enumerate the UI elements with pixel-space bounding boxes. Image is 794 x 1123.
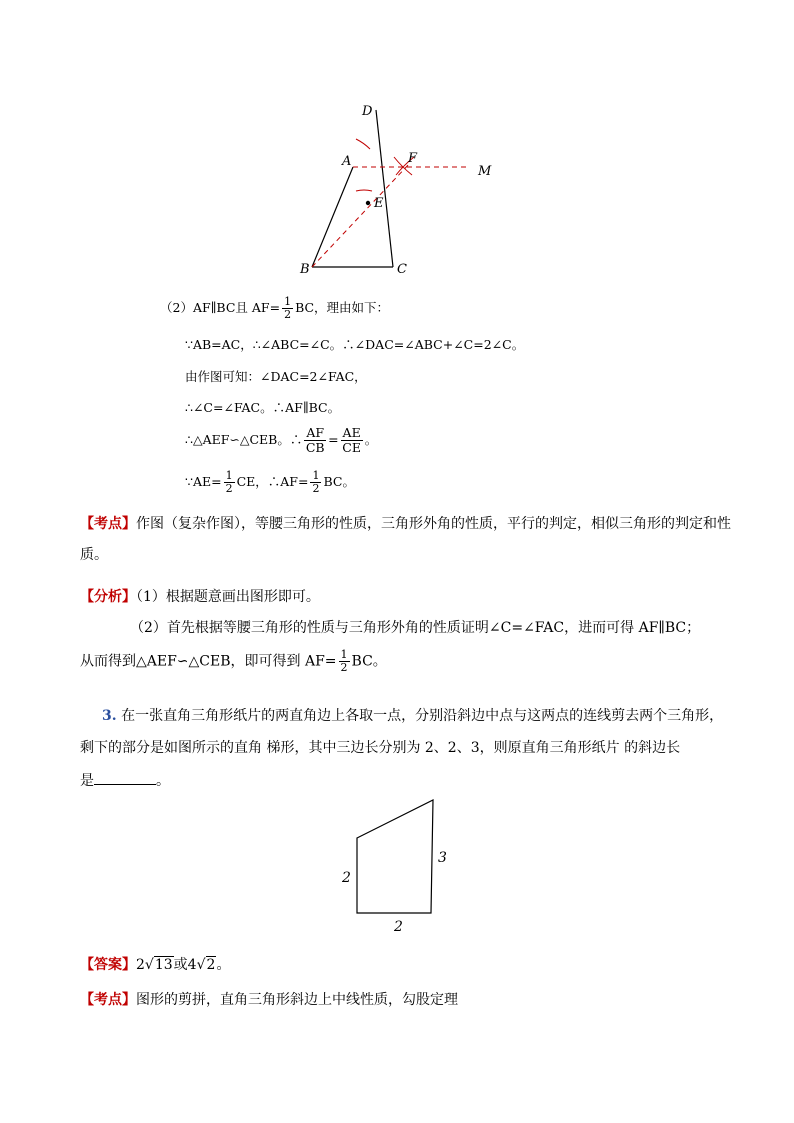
label-C: C	[397, 262, 407, 277]
construction-figure	[280, 95, 520, 285]
proof-line-4: ∴△AEF∽△CEB。∴ $\frac{AF}{CB}$ = $\frac{AE}{CE}$ 。	[185, 425, 378, 455]
label-B: B	[300, 262, 310, 277]
label-bottom-side: 2	[394, 919, 403, 935]
line-BF	[312, 163, 410, 267]
line-AB	[312, 167, 353, 267]
label-left-side: 2	[342, 870, 351, 886]
answer-blank	[94, 770, 156, 785]
fraction: $\frac{1}{2}$	[312, 469, 320, 495]
label-M: M	[478, 164, 492, 179]
fraction: $\frac{AF}{CB}$	[305, 425, 325, 455]
point-E	[366, 201, 370, 205]
fenxi-line-3: 从而得到△AEF∽△CEB，即可得到 AF= $\frac{1}{2}$ BC。	[80, 648, 387, 674]
label-right-side: 3	[438, 850, 447, 866]
fraction: $\frac{1}{2}$	[225, 469, 233, 495]
part2-header: （2）AF∥BC且 AF= $\frac{1}{2}$ BC，理由如下：	[160, 295, 390, 321]
fraction: $\frac{AE}{CE}$	[342, 425, 361, 455]
kaodian-2: 【考点】图形的剪拼，直角三角形斜边上中线性质，勾股定理	[80, 992, 458, 1008]
kaodian-1: 【考点】作图（复杂作图），等腰三角形的性质，三角形外角的性质，平行的判定，相似三角形的判定和性	[80, 516, 731, 532]
label-E: E	[374, 196, 384, 211]
fraction: $\frac{1}{2}$	[340, 648, 348, 674]
trapezoid	[357, 800, 433, 913]
proof-line-2: 由作图可知：∠DAC=2∠FAC，	[185, 369, 367, 384]
arc-mark-2	[356, 190, 372, 191]
line-DC	[376, 110, 393, 267]
fraction: $\frac{1}{2}$	[284, 295, 292, 321]
answer: 【答案】2√13或4√2。	[80, 957, 231, 973]
proof-line-5: ∵AE= $\frac{1}{2}$ CE，∴AF= $\frac{1}{2}$ BC。	[185, 469, 355, 495]
label-D: D	[362, 104, 373, 119]
proof-line-3: ∴∠C=∠FAC。∴AF∥BC。	[185, 400, 341, 415]
kaodian-1-cont: 质。	[80, 547, 108, 563]
proof-line-1: ∵AB=AC，∴∠ABC=∠C。∴∠DAC=∠ABC+∠C=2∠C。	[185, 337, 525, 352]
q3-line-3: 是 。	[80, 770, 170, 791]
arc-mark-1	[356, 139, 370, 149]
fenxi-line-2: （2）首先根据等腰三角形的性质与三角形外角的性质证明∠C=∠FAC，进而可得 AF∥BC；	[130, 620, 701, 636]
label-A: A	[342, 154, 352, 169]
q3-line-2: 剩下的部分是如图所示的直角 梯形，其中三边长分别为 2、2、3，则原直角三角形纸片 的斜边长	[80, 740, 681, 756]
label-F: F	[408, 151, 418, 166]
fenxi: 【分析】（1）根据题意画出图形即可。	[80, 589, 320, 605]
q3-line-1: 3. 在一张直角三角形纸片的两直角边上各取一点，分别沿斜边中点与这两点的连线剪去两个三角形，	[102, 708, 724, 724]
trapezoid-figure	[330, 790, 470, 940]
